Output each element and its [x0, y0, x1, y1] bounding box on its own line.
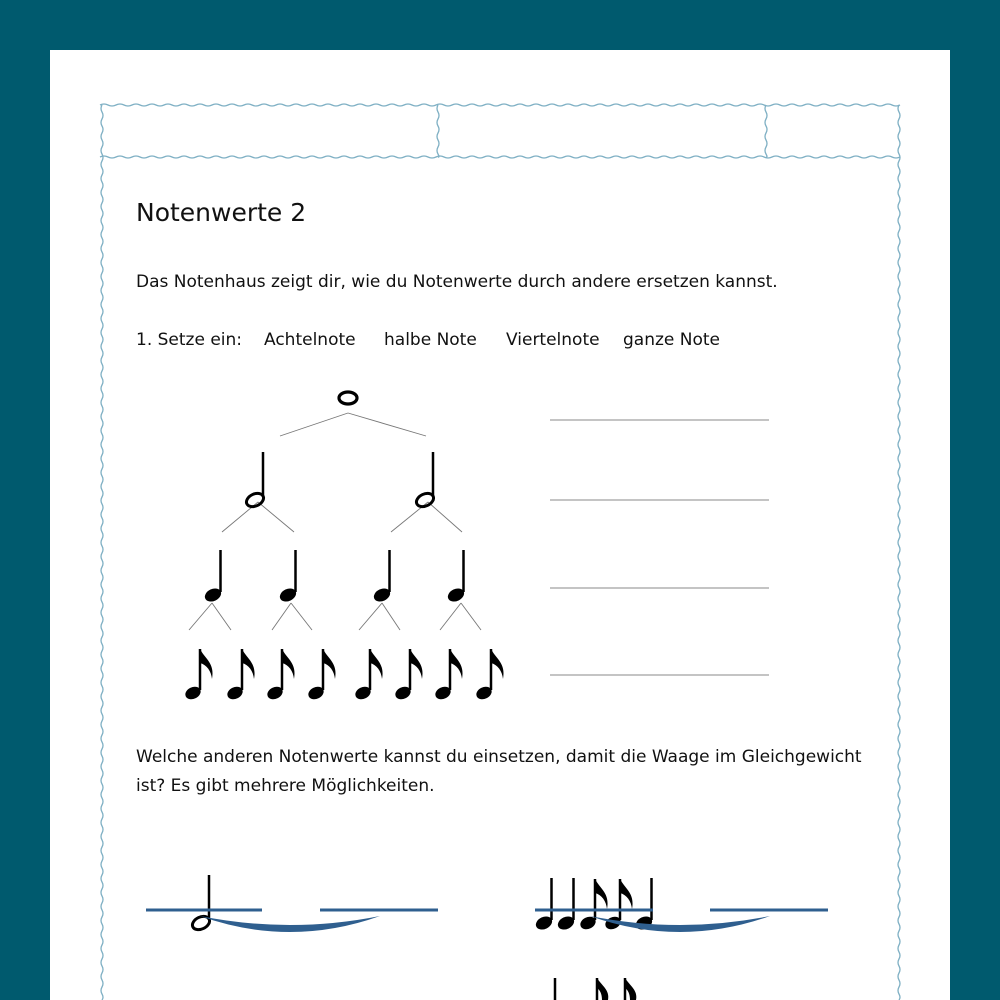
half-note-2 [414, 452, 435, 509]
scale-2-note-2 [556, 878, 576, 932]
half-note-1 [244, 452, 265, 509]
scale-1-beam [200, 916, 380, 932]
question-line-1: Welche anderen Notenwerte kannst du einsetzen, damit die Waage im Gleichgewicht [136, 747, 862, 767]
note-house-diagram [50, 50, 950, 1000]
scale-2 [534, 878, 828, 932]
answer-lines [550, 420, 769, 675]
scale-3-partial [555, 978, 636, 1000]
eighth-note-5 [353, 649, 382, 702]
scale-1-half-note [190, 875, 211, 932]
tree-branches [189, 413, 481, 630]
word-ganze-note: ganze Note [623, 330, 721, 350]
scale-2-note-3 [578, 879, 607, 932]
quarter-note-1 [203, 550, 223, 604]
worksheet-title: Notenwerte 2 [136, 198, 307, 227]
word-viertelnote: Viertelnote [506, 330, 600, 350]
scale-2-note-1 [534, 878, 554, 932]
worksheet-page [50, 50, 950, 1000]
quarter-note-4 [446, 550, 466, 604]
eighth-note-2 [225, 649, 254, 702]
task-label: 1. Setze ein: [136, 330, 243, 350]
eighth-note-6 [393, 649, 422, 702]
scale-1 [146, 875, 438, 932]
question-line-2: ist? Es gibt mehrere Möglichkeiten. [136, 776, 435, 796]
whole-note [339, 392, 357, 404]
eighth-note-8 [474, 649, 503, 702]
eighth-note-4 [306, 649, 335, 702]
quarter-note-2 [278, 550, 298, 604]
quarter-note-3 [372, 550, 392, 604]
eighth-note-7 [433, 649, 462, 702]
eighth-note-3 [265, 649, 294, 702]
intro-text: Das Notenhaus zeigt dir, wie du Notenwerte durch andere ersetzen kannst. [136, 272, 778, 292]
word-achtelnote: Achtelnote [264, 330, 356, 350]
word-halbe-note: halbe Note [384, 330, 477, 350]
eighth-note-1 [183, 649, 212, 702]
